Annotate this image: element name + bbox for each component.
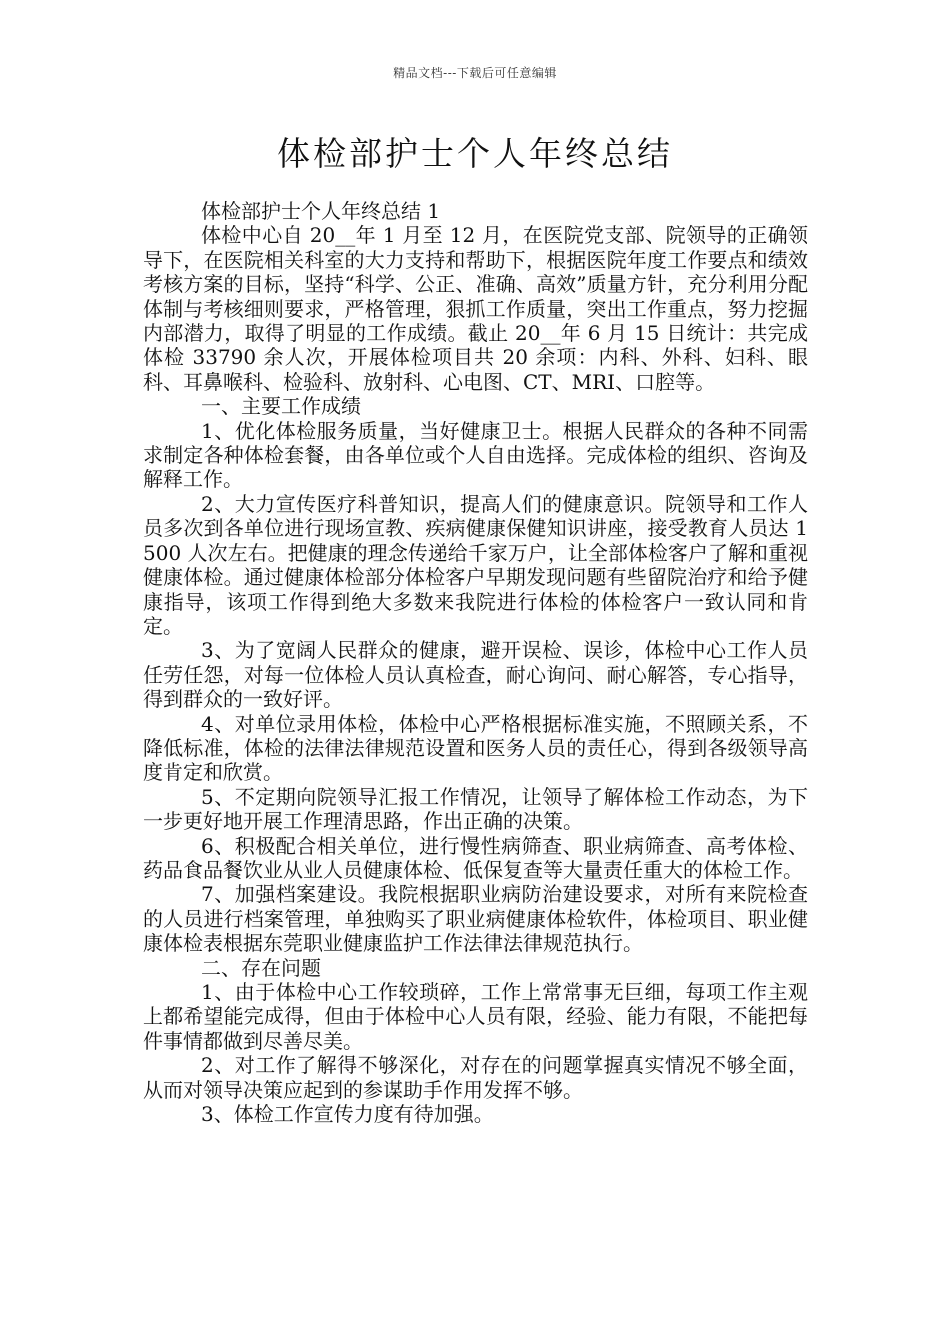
paragraph-problem-1: 1、由于体检中心工作较琐碎，工作上常常事无巨细，每项工作主观上都希望能完成得，但由于体检中心人员有限，经验、能力有限，不能把每件事情都做到尽善尽美。 (143, 980, 808, 1053)
paragraph-problem-3: 3、体检工作宣传力度有待加强。 (201, 1102, 494, 1127)
section-heading-problems: 二、存在问题 (201, 955, 321, 980)
document-title: 体检部护士个人年终总结 (277, 134, 673, 173)
paragraph-subtitle: 体检部护士个人年终总结 1 (201, 199, 441, 223)
paragraph-item-7: 7、加强档案建设。我院根据职业病防治建设要求，对所有来院检查的人员进行档案管理，单独购买了职业病健康体检软件，体检项目、职业健康体检表根据东莞职业健康监护工作法律法律规范执行。 (143, 882, 808, 956)
paragraph-item-6: 6、积极配合相关单位，进行慢性病筛查、职业病筛查、高考体检、药品食品餐饮业从业人员健康体检、低保复查等大量责任重大的体检工作。 (143, 833, 808, 882)
paragraph-item-5: 5、不定期向院领导汇报工作情况，让领导了解体检工作动态，为下一步更好地开展工作理清思路，作出正确的决策。 (143, 784, 808, 834)
paragraph-item-1: 1、优化体检服务质量，当好健康卫士。根据人民群众的各种不同需求制定各种体检套餐，由各单位或个人自由选择。完成体检的组织、咨询及解释工作。 (143, 418, 808, 492)
paragraph-problem-2: 2、对工作了解得不够深化，对存在的问题掌握真实情况不够全面，从而对领导决策应起到的参谋助手作用发挥不够。 (143, 1053, 808, 1102)
section-heading-achievements: 一、主要工作成绩 (201, 394, 361, 419)
header-note: 精品文档---下载后可任意编辑 (393, 66, 557, 80)
document-body (143, 199, 808, 1126)
paragraph-item-4: 4、对单位录用体检，体检中心严格根据标准实施，不照顾关系，不降低标准，体检的法律法律规范设置和医务人员的责任心，得到各级领导高度肯定和欣赏。 (143, 711, 808, 785)
paragraph-item-2: 2、大力宣传医疗科普知识，提高人们的健康意识。院领导和工作人员多次到各单位进行现场宣教、疾病健康保健知识讲座，接受教育人员达 1500 人次左右。把健康的理念传递给千家万户，让全部体检客户了解和重视健康体检。通过健康体检部分体检客户早期发现问题有些留院治疗和给予健康指导，该项工作得到绝大多数来我院进行体检的体检客户一致认同和肯定。 (143, 491, 808, 638)
paragraph-item-3: 3、为了宽阔人民群众的健康，避开误检、误诊，体检中心工作人员任劳任怨，对每一位体检人员认真检查，耐心询问、耐心解答，专心指导，得到群众的一致好评。 (143, 638, 808, 712)
paragraph-intro: 体检中心自 20__年 1 月至 12 月，在医院党支部、院领导的正确领导下，在医院相关科室的大力支持和帮助下，根据医院年度工作要点和绩效考核方案的目标，坚持“科学、公正、准确、高效”质量方针，充分利用分配体制与考核细则要求，严格管理，狠抓工作质量，突出工作重点，努力挖掘内部潜力，取得了明显的工作成绩。截止 20__年 6 月 15 日统计：共完成体检 33790 余人次，开展体检项目共 20 余项：内科、外科、妇科、眼科、耳鼻喉科、检验科、放射科、心电图、CT、MRI、口腔等。 (143, 223, 808, 394)
